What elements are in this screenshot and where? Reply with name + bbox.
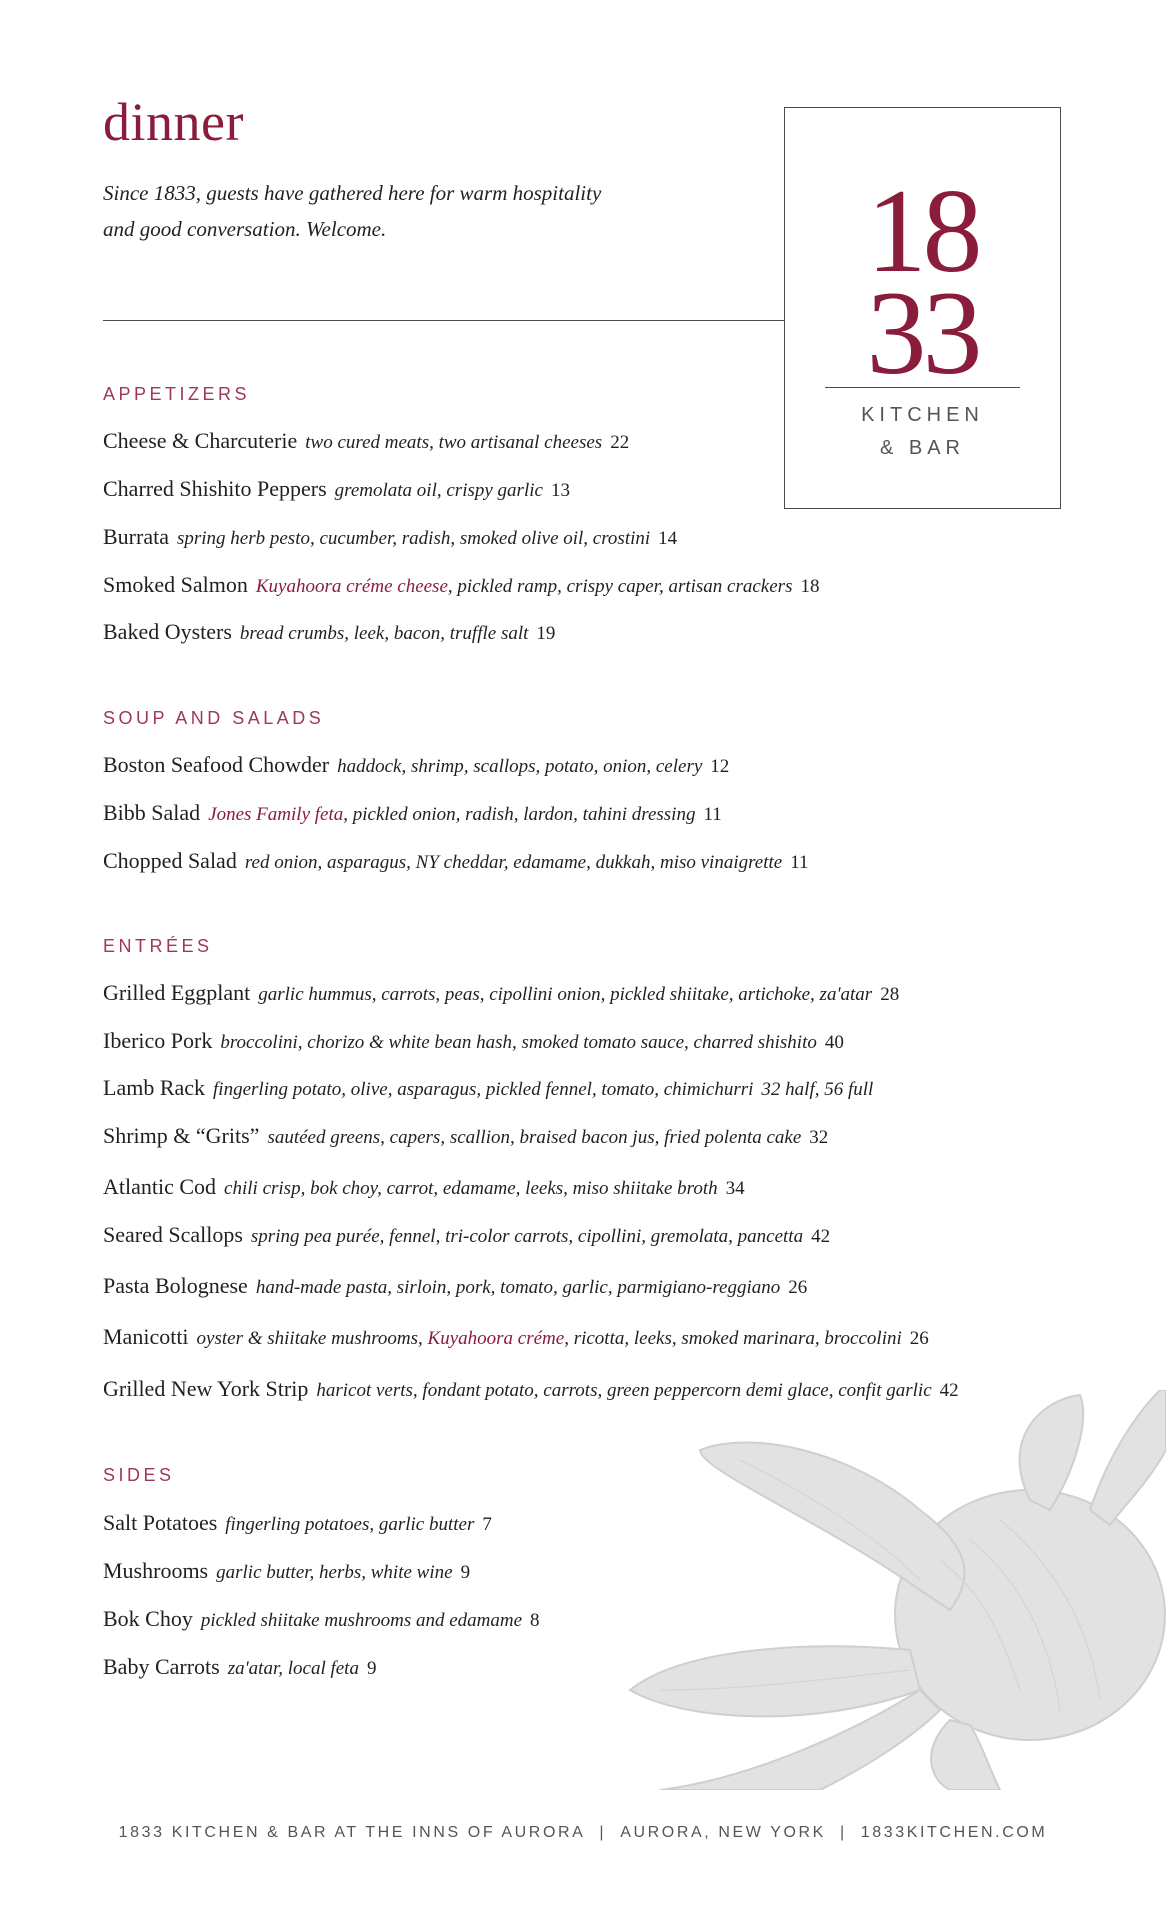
menu-item — [103, 478, 570, 500]
item-description: fingerling potato, olive, asparagus, pickled fennel, tomato, chimichurri — [213, 1079, 754, 1100]
menu-item — [103, 1608, 540, 1630]
item-name: Pasta Bolognese — [103, 1273, 248, 1298]
item-description: sautéed greens, capers, scallion, braised bacon jus, fried polenta cake — [267, 1127, 802, 1148]
section-heading-appetizers: APPETIZERS — [103, 384, 251, 404]
intro-line-1: Since 1833, guests have gathered here for warm hospitality — [103, 181, 602, 205]
item-name: Salt Potatoes — [103, 1510, 218, 1535]
menu-item — [103, 1326, 929, 1348]
footer-separator: | — [839, 1824, 847, 1841]
item-description — [208, 804, 695, 825]
section-heading-sides: SIDES — [103, 1465, 175, 1485]
menu-item — [103, 754, 729, 776]
item-description: chili crisp, bok choy, carrot, edamame, leeks, miso shiitake broth — [224, 1178, 718, 1199]
footer — [0, 1824, 1166, 1842]
item-price: 8 — [530, 1610, 540, 1631]
section-heading-soup-and-salads: SOUP AND SALADS — [103, 708, 325, 728]
menu-item — [103, 574, 819, 596]
item-price: 32 half, 56 full — [761, 1079, 874, 1100]
item-price: 40 — [824, 1032, 844, 1053]
menu-item — [103, 1030, 844, 1052]
item-description-rest: , ricotta, leeks, smoked marinara, broccolini — [564, 1328, 902, 1349]
item-price: 32 — [809, 1127, 829, 1148]
item-description: hand-made pasta, sirloin, pork, tomato, garlic, parmigiano-reggiano — [255, 1277, 781, 1298]
item-description: bread crumbs, leek, bacon, truffle salt — [239, 623, 529, 644]
menu-item — [103, 1125, 828, 1147]
item-description: gremolata oil, crispy garlic — [334, 480, 543, 501]
item-name: Bok Choy — [103, 1606, 193, 1631]
footer-website: 1833KITCHEN.COM — [860, 1824, 1048, 1841]
item-price: 28 — [880, 984, 900, 1005]
menu-item — [103, 850, 809, 872]
item-price: 18 — [800, 576, 820, 597]
item-name: Bibb Salad — [103, 800, 201, 825]
item-description: fingerling potatoes, garlic butter — [225, 1514, 475, 1535]
item-description: broccolini, chorizo & white bean hash, smoked tomato sauce, charred shishito — [220, 1032, 817, 1053]
menu-item — [103, 1512, 492, 1534]
item-description-pre: oyster & shiitake mushrooms, — [196, 1328, 428, 1349]
item-name: Shrimp & “Grits” — [103, 1123, 260, 1148]
menu-item — [103, 1560, 470, 1582]
item-name: Seared Scallops — [103, 1222, 243, 1247]
item-name: Chopped Salad — [103, 848, 237, 873]
item-description-highlight: Kuyahoora créme — [427, 1328, 565, 1349]
item-description: haddock, shrimp, scallops, potato, onion, celery — [337, 756, 703, 777]
item-price: 12 — [710, 756, 730, 777]
item-description: pickled shiitake mushrooms and edamame — [200, 1610, 523, 1631]
menu-item — [103, 1275, 807, 1297]
item-name: Burrata — [103, 524, 169, 549]
menu-item — [103, 430, 629, 452]
item-name: Boston Seafood Chowder — [103, 752, 330, 777]
item-description: garlic hummus, carrots, peas, cipollini onion, pickled shiitake, artichoke, za'atar — [258, 984, 873, 1005]
footer-separator: | — [599, 1824, 607, 1841]
item-description-highlight: Kuyahoora créme cheese — [255, 576, 448, 597]
item-description-highlight: Jones Family feta — [208, 804, 344, 825]
menu-item — [103, 1378, 959, 1400]
item-description — [256, 576, 793, 597]
item-description — [197, 1328, 902, 1349]
logo-subtitle-kitchen: KITCHEN — [861, 404, 984, 426]
title-divider — [103, 320, 784, 321]
item-price: 13 — [550, 480, 570, 501]
item-description: garlic butter, herbs, white wine — [216, 1562, 453, 1583]
menu-item — [103, 526, 677, 548]
item-description: red onion, asparagus, NY cheddar, edamame, dukkah, miso vinaigrette — [244, 852, 783, 873]
item-price: 19 — [536, 623, 556, 644]
item-price: 9 — [366, 1658, 377, 1679]
item-name: Baked Oysters — [103, 619, 232, 644]
item-price: 42 — [811, 1226, 831, 1247]
restaurant-logo — [784, 107, 1061, 509]
item-description: two cured meats, two artisanal cheeses — [305, 432, 603, 453]
section-heading-entrees: ENTRÉES — [103, 936, 213, 956]
menu-item — [103, 1077, 873, 1099]
menu-item — [103, 1656, 376, 1678]
item-price: 26 — [788, 1277, 808, 1298]
item-name: Grilled Eggplant — [103, 980, 251, 1005]
menu-item — [103, 1224, 830, 1246]
logo-divider — [825, 387, 1020, 388]
item-price: 42 — [939, 1380, 959, 1401]
item-name: Baby Carrots — [103, 1654, 220, 1679]
item-name: Lamb Rack — [103, 1075, 206, 1100]
menu-item — [103, 1176, 745, 1198]
logo-number-bottom: 33 — [866, 266, 979, 399]
item-price: 7 — [482, 1514, 492, 1535]
item-description: haricot verts, fondant potato, carrots, green peppercorn demi glace, confit garlic — [316, 1380, 932, 1401]
item-price: 22 — [610, 432, 630, 453]
footer-location: AURORA, NEW YORK — [620, 1824, 826, 1841]
item-name: Atlantic Cod — [103, 1174, 217, 1199]
item-price: 34 — [725, 1178, 745, 1199]
page-title: dinner — [103, 92, 244, 152]
item-price: 11 — [703, 804, 722, 825]
item-name: Grilled New York Strip — [103, 1376, 309, 1401]
item-description: spring herb pesto, cucumber, radish, smoked olive oil, crostini — [176, 528, 651, 549]
item-name: Cheese & Charcuterie — [103, 428, 298, 453]
item-price: 9 — [460, 1562, 471, 1583]
item-description: spring pea purée, fennel, tri-color carrots, cipollini, gremolata, pancetta — [250, 1226, 804, 1247]
menu-item — [103, 621, 555, 643]
beet-illustration-icon — [620, 1390, 1166, 1790]
item-name: Smoked Salmon — [103, 572, 248, 597]
item-description-rest: , pickled ramp, crispy caper, artisan crackers — [447, 576, 793, 597]
item-price: 14 — [658, 528, 678, 549]
item-price: 26 — [909, 1328, 929, 1349]
intro-line-2: and good conversation. Welcome. — [103, 217, 387, 241]
logo-subtitle-bar: & BAR — [879, 437, 966, 459]
item-name: Charred Shishito Peppers — [103, 476, 327, 501]
item-price: 11 — [790, 852, 809, 873]
menu-item — [103, 802, 722, 824]
item-description: za'atar, local feta — [227, 1658, 359, 1679]
item-name: Mushrooms — [103, 1558, 209, 1583]
item-name: Manicotti — [103, 1324, 189, 1349]
item-name: Iberico Pork — [103, 1028, 213, 1053]
footer-venue: 1833 KITCHEN & BAR AT THE INNS OF AURORA — [118, 1824, 586, 1841]
logo-number-top: 18 — [866, 164, 979, 297]
menu-item — [103, 982, 899, 1004]
item-description-rest: , pickled onion, radish, lardon, tahini dressing — [343, 804, 696, 825]
intro-text — [103, 175, 663, 247]
